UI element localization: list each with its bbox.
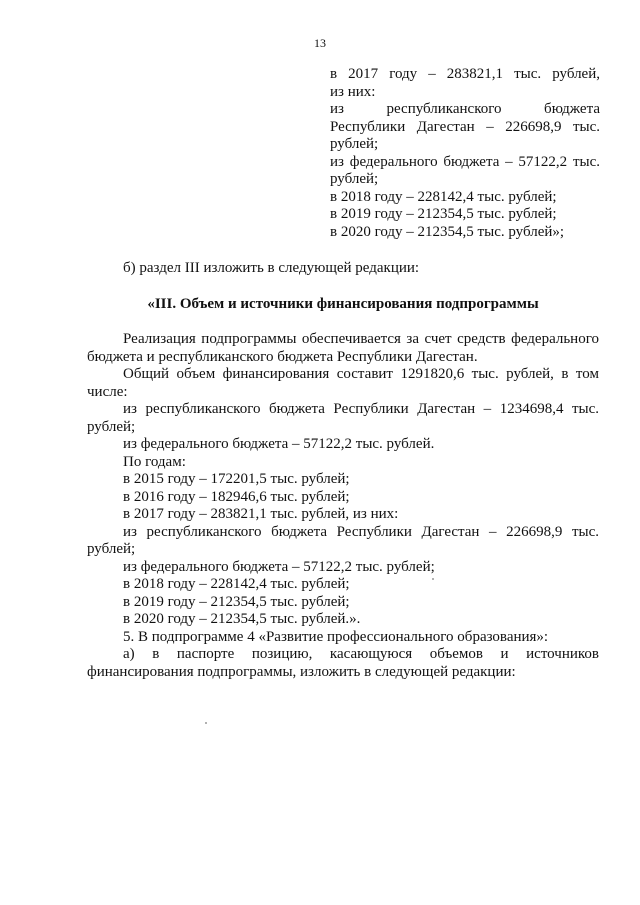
text-line: в 2018 году – 228142,4 тыс. рублей; <box>330 188 557 205</box>
document-body <box>87 260 599 681</box>
paragraph: из республиканского бюджета Республики Дагестан – 1234698,4 тыс. рублей; <box>87 401 599 435</box>
paragraph: а) в паспорте позицию, касающуюся объемов и источников финансирования подпрограммы, изложить в следующей редакции: <box>87 646 599 680</box>
text-line: рублей; <box>330 136 379 152</box>
section-heading: «III. Объем и источники финансирования подпрограммы <box>147 295 539 312</box>
paragraph: 5. В подпрограмме 4 «Развитие профессионального образования»: <box>123 628 549 645</box>
section-intro: б) раздел III изложить в следующей редакции: <box>123 260 420 276</box>
page-number: 13 <box>314 36 326 50</box>
paragraph: в 2019 году – 212354,5 тыс. рублей; <box>123 593 350 610</box>
paragraph: в 2018 году – 228142,4 тыс. рублей; <box>123 576 350 592</box>
text-line: в 2017 году – 283821,1 тыс. рублей, <box>330 66 600 82</box>
text-line: Республики Дагестан – 226698,9 тыс. <box>330 118 600 135</box>
paragraph: из федерального бюджета – 57122,2 тыс. рублей; <box>123 558 435 575</box>
paragraph: Реализация подпрограммы обеспечивается за счет средств федерального бюджета и республиканского бюджета Республики Дагестан. <box>87 331 599 365</box>
text-line: из республиканского бюджета <box>330 101 600 117</box>
paragraph: в 2015 году – 172201,5 тыс. рублей; <box>123 471 350 487</box>
text-line: в 2019 году – 212354,5 тыс. рублей; <box>330 206 557 222</box>
paragraph: в 2017 году – 283821,1 тыс. рублей, из них: <box>123 506 399 522</box>
funding-summary-block <box>330 66 600 241</box>
text-line: из них: <box>330 83 376 100</box>
text-line: рублей; <box>330 171 379 187</box>
paragraph: в 2020 году – 212354,5 тыс. рублей.». <box>123 611 361 627</box>
paragraph: из республиканского бюджета Республики Дагестан – 226698,9 тыс. рублей; <box>87 523 599 557</box>
scan-speck <box>205 722 207 724</box>
paragraph: из федерального бюджета – 57122,2 тыс. рублей. <box>123 436 435 452</box>
scan-speck <box>432 578 434 580</box>
paragraph: По годам: <box>123 453 186 470</box>
text-line: из федерального бюджета – 57122,2 тыс. <box>330 153 600 170</box>
text-line: в 2020 году – 212354,5 тыс. рублей»; <box>330 223 565 240</box>
paragraph: Общий объем финансирования составит 1291820,6 тыс. рублей, в том числе: <box>87 366 599 400</box>
paragraph: в 2016 году – 182946,6 тыс. рублей; <box>123 488 350 505</box>
